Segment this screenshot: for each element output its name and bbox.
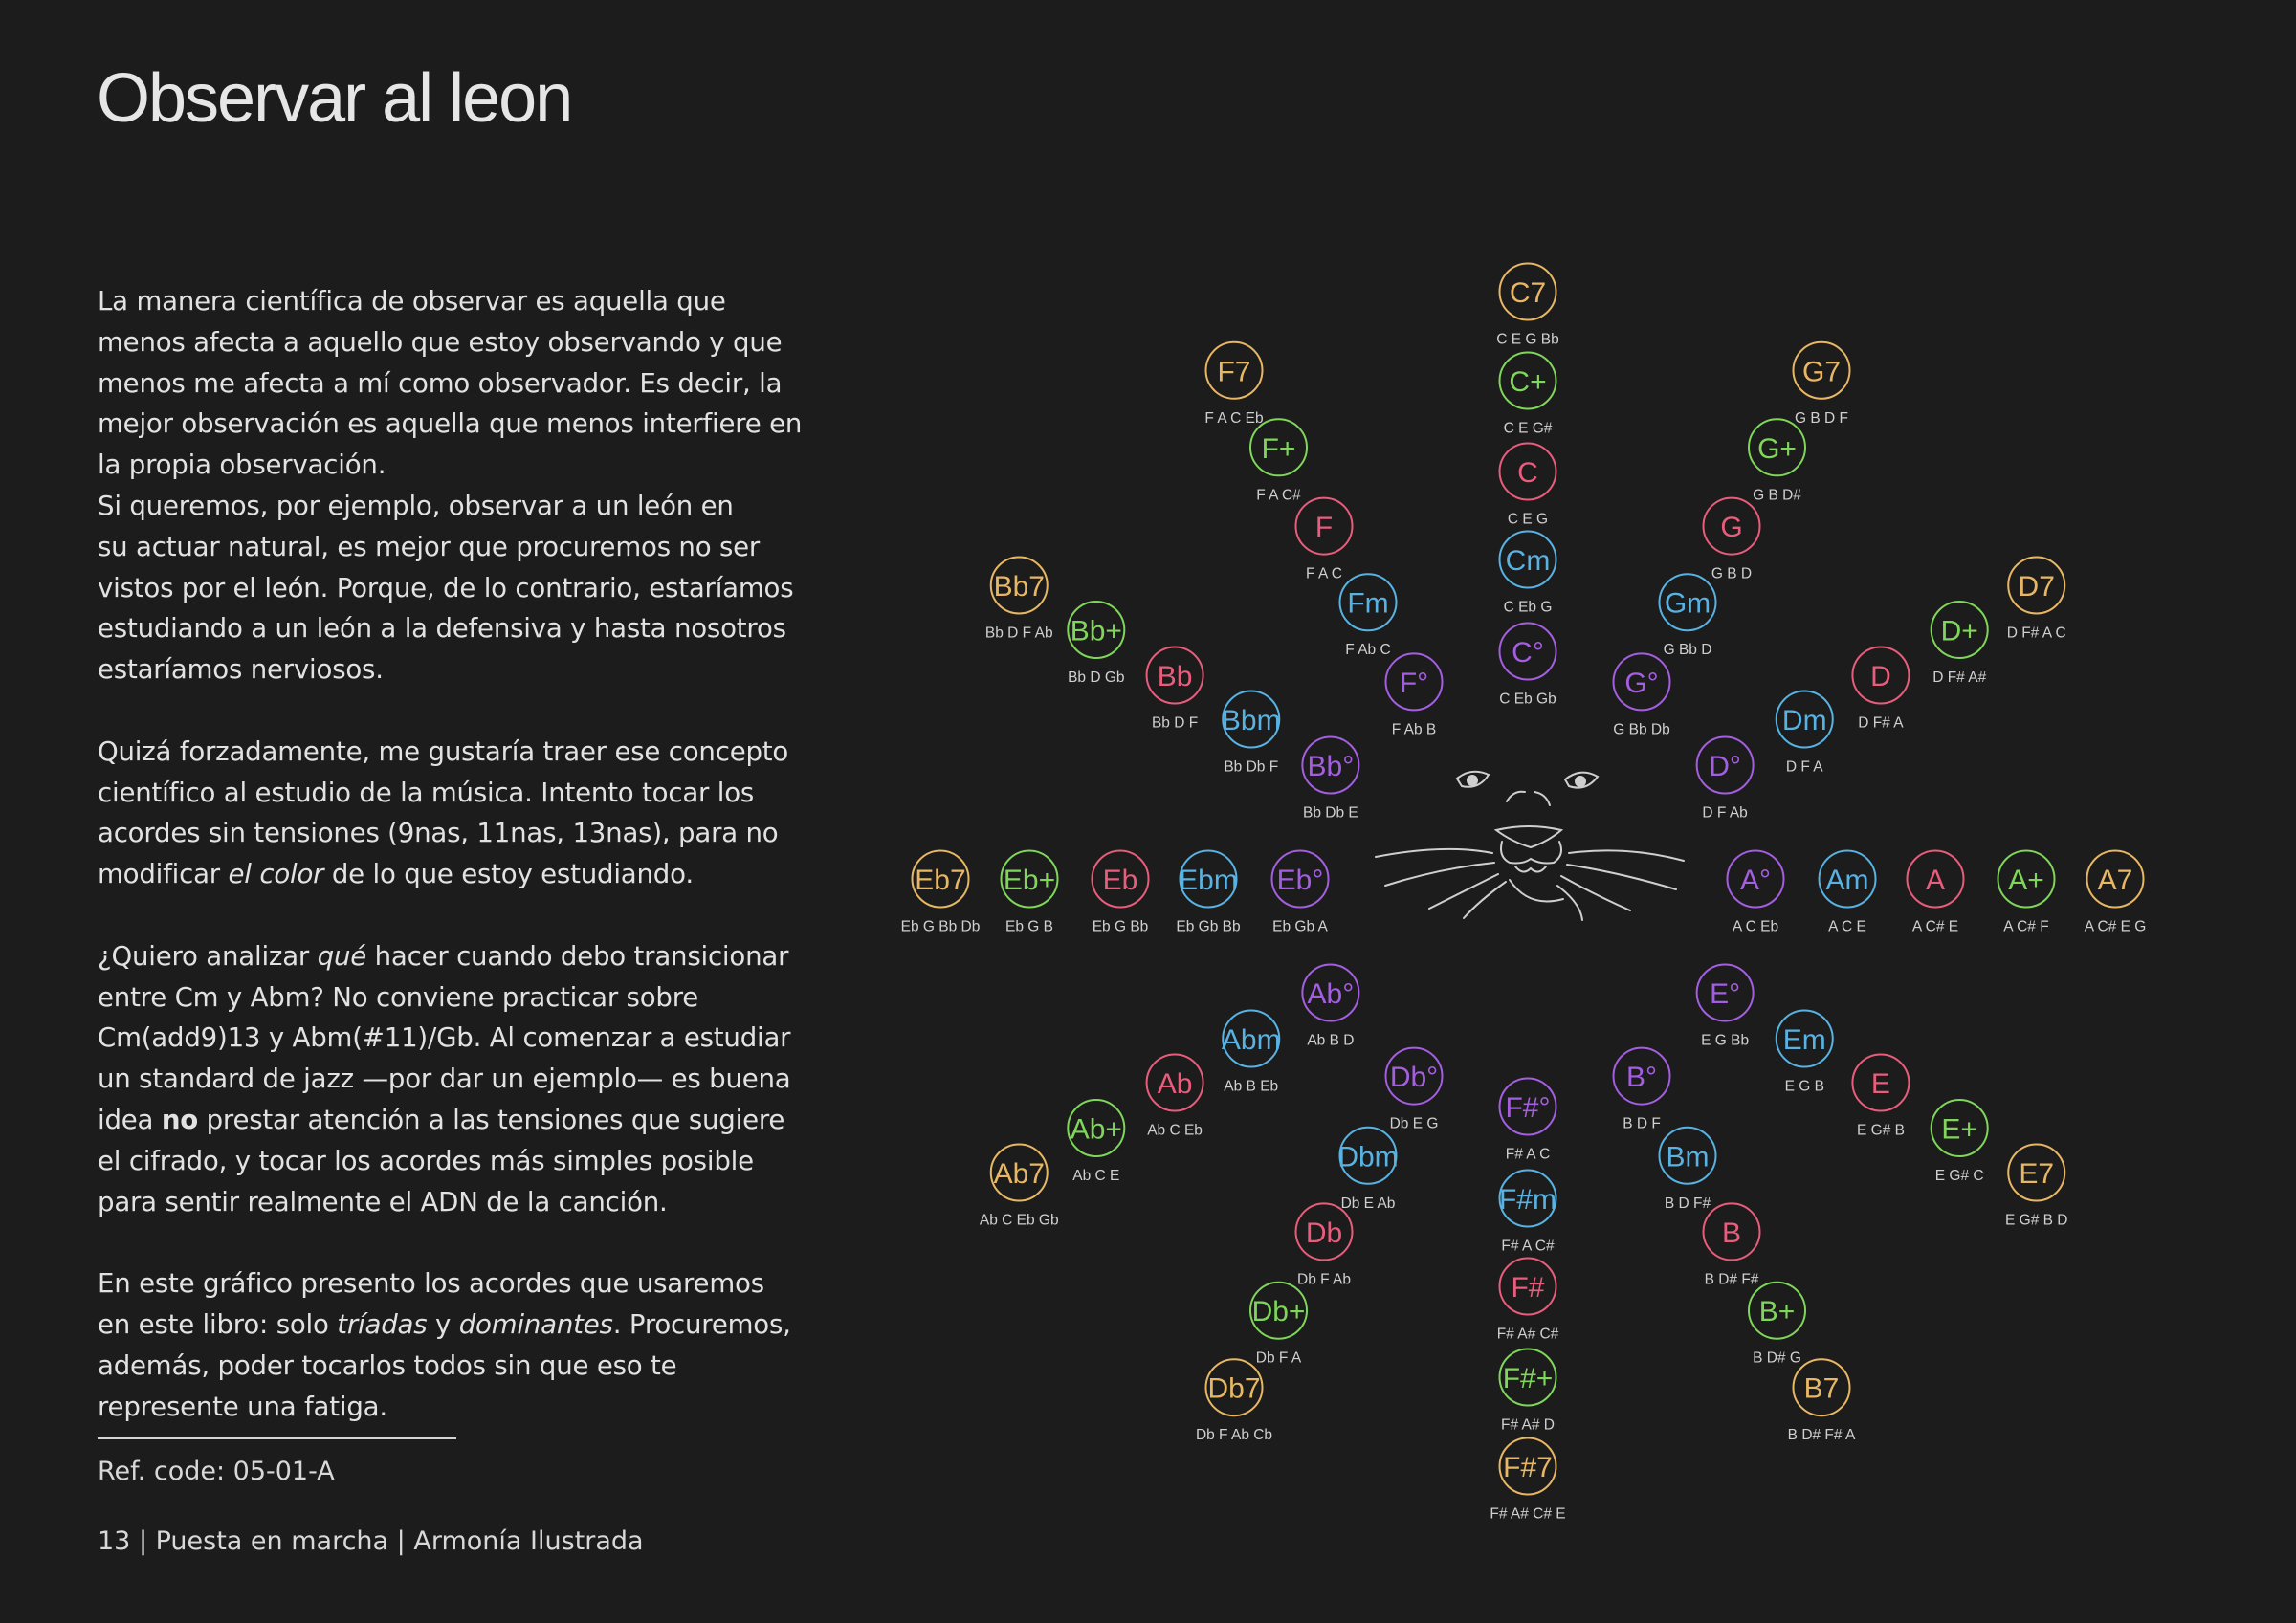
chord-name: F [1314, 512, 1334, 544]
chord-node-fm [1340, 574, 1397, 658]
lion-whisker-left-2 [1385, 863, 1494, 886]
chord-node-d-dim [1697, 737, 1754, 822]
lion-brow-left [1507, 792, 1525, 801]
chord-node-a-aug [1998, 851, 2055, 935]
text-run: vistos por el león. Porque, de lo contrario, estaríamos [98, 571, 794, 603]
text-run: menos me afecta a mí como observador. Es decir, la [98, 366, 783, 399]
chord-name: F# [1511, 1272, 1545, 1304]
chord-notes: A C# E G [2084, 918, 2147, 935]
chord-node-db7 [1196, 1359, 1272, 1443]
chord-notes: Db E G [1389, 1115, 1439, 1132]
chord-node-g [1704, 498, 1760, 582]
lion-muzzle [1501, 842, 1561, 864]
lion-nose [1496, 826, 1561, 847]
chord-name: Ab7 [993, 1158, 1045, 1190]
chord-notes: B D F [1623, 1115, 1661, 1132]
chord-notes: Eb Gb A [1272, 918, 1328, 935]
chord-node-b [1704, 1203, 1760, 1287]
chord-node-cm [1500, 532, 1556, 616]
chord-node-dm [1777, 691, 1833, 776]
chord-name: D+ [1940, 615, 1978, 647]
chord-name: B7 [1803, 1372, 1840, 1405]
chord-node-bb-dim [1302, 737, 1358, 822]
chord-node-e-aug [1932, 1100, 1988, 1184]
chord-name: Ab [1157, 1068, 1193, 1100]
chord-name: Dbm [1337, 1141, 1399, 1173]
text-run: Cm(add9)13 y Abm(#11)/Gb. Al comenzar a estudiar [98, 1021, 791, 1054]
lion-brow-right [1534, 792, 1550, 805]
chord-node-fsharp7 [1490, 1438, 1565, 1523]
chord-node-am [1820, 851, 1876, 935]
text-run: ¿Quiero analizar [98, 939, 318, 972]
chord-name: B° [1625, 1062, 1658, 1094]
chord-notes: Bb D F [1151, 714, 1199, 732]
text-run: Si queremos, por ejemplo, observar a un león en [98, 489, 734, 521]
text-run: el cifrado, y tocar los acordes más simples posible [98, 1144, 754, 1176]
chord-notes: Db F Ab Cb [1195, 1427, 1273, 1444]
chord-name: Bbm [1221, 705, 1281, 736]
chord-notes: D F Ab [1702, 804, 1748, 822]
chord-name: Em [1782, 1024, 1826, 1056]
chord-notes: Eb Gb Bb [1176, 918, 1241, 935]
chord-notes: C Eb Gb [1499, 691, 1556, 708]
chord-name: Abm [1221, 1024, 1281, 1056]
chord-node-c [1500, 444, 1556, 528]
chord-name: Fm [1347, 587, 1389, 620]
emphasis-text: tríadas [337, 1307, 428, 1340]
chord-name: C [1517, 457, 1538, 489]
chord-notes: G Bb D [1663, 642, 1712, 659]
chord-name: G7 [1801, 356, 1842, 388]
chord-notes: Ab C E [1072, 1168, 1120, 1184]
chord-notes: Bb D F Ab [984, 625, 1053, 642]
chord-name: D [1870, 661, 1891, 692]
text-run: Quizá forzadamente, me gustaría traer ese concepto [98, 735, 789, 767]
chord-name: Ebm [1179, 865, 1238, 896]
chord-name: Bb° [1307, 751, 1355, 782]
chord-notes: E G Bb [1701, 1032, 1750, 1049]
chord-notes: F# A# C# [1496, 1326, 1559, 1343]
chord-node-ab [1147, 1055, 1203, 1139]
chord-node-db-aug [1250, 1283, 1307, 1367]
chord-name: Dm [1781, 705, 1827, 736]
chord-name: G [1720, 512, 1743, 544]
chord-notes: Db F Ab [1297, 1271, 1351, 1288]
lion-whisker-right-3 [1561, 876, 1630, 910]
chord-notes: Eb G Bb Db [900, 918, 981, 935]
chord-node-e [1852, 1055, 1909, 1139]
chord-name: F+ [1261, 432, 1296, 465]
chord-node-d-aug [1932, 602, 1988, 686]
chord-node-bm [1660, 1128, 1716, 1212]
chord-name: F#7 [1503, 1452, 1553, 1483]
chord-node-a [1908, 851, 1964, 935]
chord-node-f [1296, 498, 1353, 582]
chord-node-bb [1147, 647, 1203, 732]
text-run: idea [98, 1103, 162, 1135]
chord-name: Cm [1505, 545, 1551, 577]
chord-node-eb-dim [1272, 851, 1329, 935]
chord-notes: F# A C [1505, 1146, 1551, 1163]
chord-notes: E G# C [1934, 1168, 1984, 1184]
text-run: la propia observación. [98, 449, 386, 481]
chord-name: Eb+ [1003, 865, 1056, 896]
chord-node-f-dim [1386, 653, 1443, 737]
chord-name: Gm [1664, 587, 1711, 620]
chord-node-dbm [1337, 1128, 1398, 1212]
chord-name: G+ [1757, 432, 1797, 465]
text-run: en este libro: solo [98, 1307, 338, 1340]
lion-right-pupil [1576, 777, 1585, 786]
chord-name: A7 [2097, 865, 2133, 896]
chord-name: Eb7 [915, 865, 966, 896]
text-run: estudiando a un león a la defensiva y hasta nosotros [98, 612, 786, 645]
text-run: de lo que estoy estudiando. [323, 858, 694, 890]
chord-node-abm [1222, 1011, 1281, 1095]
chord-notes: E G# B [1856, 1122, 1905, 1139]
chord-node-g-dim [1613, 653, 1669, 737]
text-run: y [427, 1307, 459, 1340]
chord-node-em [1777, 1011, 1833, 1095]
chord-notes: Bb Db F [1224, 758, 1279, 776]
chord-name: E+ [1941, 1113, 1977, 1146]
chord-node-ab-dim [1302, 965, 1358, 1049]
lion-whisker-right-2 [1567, 865, 1676, 889]
chord-name: Bm [1666, 1141, 1710, 1173]
chord-notes: G B D F [1795, 409, 1848, 427]
chord-notes: C E G Bb [1496, 331, 1559, 348]
chord-node-ebm [1176, 851, 1240, 935]
chord-node-ab-aug [1068, 1100, 1124, 1184]
bold-text: no [161, 1103, 199, 1135]
chord-notes: B D# G [1753, 1349, 1801, 1367]
chord-notes: Db E Ab [1340, 1195, 1396, 1212]
chord-node-fsharpm [1499, 1171, 1556, 1255]
chord-notes: A C Eb [1732, 918, 1779, 935]
chord-node-eb7 [901, 851, 981, 935]
page-footer: 13 | Puesta en marcha | Armonía Ilustrada [98, 1526, 644, 1556]
chord-name: Ab+ [1070, 1113, 1122, 1146]
text-run: prestar atención a las tensiones que sugiere [198, 1103, 785, 1135]
chord-name: C° [1512, 637, 1544, 669]
chord-notes: D F# A C [2006, 625, 2066, 642]
chord-name: C7 [1509, 277, 1547, 309]
chord-notes: F# A# C# E [1490, 1505, 1566, 1523]
page-title: Observar al leon [97, 60, 572, 137]
chord-name: Bb [1157, 661, 1193, 692]
chord-node-fsharp-aug [1500, 1349, 1556, 1434]
chord-notes: D F A [1785, 758, 1823, 776]
chord-notes: B D# F# A [1787, 1427, 1856, 1444]
lion-face-drawing [1376, 772, 1684, 920]
chord-name: C+ [1509, 366, 1547, 398]
chord-name: Db+ [1251, 1296, 1306, 1328]
chord-notes: Ab B Eb [1224, 1078, 1279, 1095]
chord-name: F#° [1505, 1092, 1551, 1124]
chord-notes: F A C Eb [1204, 409, 1264, 427]
chord-name: E7 [2019, 1158, 2055, 1190]
chord-notes: Ab B D [1307, 1032, 1355, 1049]
lion-whisker-left-3 [1429, 874, 1498, 909]
chord-name: Bb+ [1070, 615, 1122, 647]
text-run: hacer cuando debo transicionar [366, 939, 789, 972]
chord-notes: G B D [1711, 565, 1753, 582]
chord-name: G° [1624, 667, 1659, 699]
chord-notes: E G B [1784, 1078, 1824, 1095]
text-run: estaríamos nerviosos. [98, 653, 384, 686]
chord-node-b7 [1788, 1359, 1856, 1443]
chord-notes: A C E [1828, 918, 1866, 935]
lion-left-pupil [1468, 776, 1477, 785]
chord-name: F#m [1499, 1184, 1556, 1216]
emphasis-text: dominantes [458, 1307, 613, 1340]
chord-notes: Ab C Eb Gb [979, 1212, 1059, 1229]
chord-notes: B D# F# [1704, 1271, 1759, 1288]
text-run: su actuar natural, es mejor que procuremos no ser [98, 530, 761, 562]
chord-notes: G B D# [1753, 487, 1801, 504]
chord-node-a7 [2085, 851, 2147, 935]
chord-notes: D F# A [1858, 714, 1904, 732]
chord-node-e7 [2005, 1145, 2067, 1229]
chord-notes: A C# F [2003, 918, 2049, 935]
chord-name: A° [1739, 865, 1772, 896]
chord-node-db [1296, 1203, 1353, 1287]
chord-node-bbm [1222, 691, 1281, 776]
chord-name: Am [1825, 865, 1869, 896]
chord-notes: Bb Db E [1303, 804, 1358, 822]
text-run: para sentir realmente el ADN de la canción. [98, 1185, 668, 1217]
chord-notes: E G# B D [2005, 1212, 2068, 1229]
chord-notes: C E G [1507, 511, 1549, 528]
chord-name: B+ [1758, 1296, 1796, 1328]
chord-notes: Db F A [1255, 1349, 1302, 1367]
ref-code: Ref. code: 05-01-A [98, 1457, 335, 1486]
chord-name: E [1870, 1068, 1890, 1100]
chord-node-b-dim [1614, 1048, 1670, 1132]
chord-name: Db7 [1207, 1372, 1261, 1405]
text-run: En este gráfico presento los acordes que usaremos [98, 1267, 764, 1300]
text-run: científico al estudio de la música. Intento tocar los [98, 776, 755, 808]
text-run: mejor observación es aquella que menos interfiere en [98, 407, 803, 440]
chord-node-fsharp-dim [1500, 1079, 1556, 1163]
text-run: un standard de jazz —por dar un ejemplo— es buena [98, 1063, 791, 1095]
text-run: modificar [98, 858, 229, 890]
chord-node-b-aug [1749, 1283, 1805, 1367]
chord-notes: F# A# D [1501, 1416, 1555, 1434]
chord-node-c-dim [1499, 624, 1556, 708]
text-run: . Procuremos, [612, 1307, 791, 1340]
lion-chin [1510, 880, 1563, 902]
chord-node-c7 [1496, 264, 1558, 348]
emphasis-text: qué [317, 939, 367, 972]
chord-notes: Eb G B [1005, 918, 1053, 935]
chord-notes: C E G# [1503, 420, 1553, 437]
chord-notes: C Eb G [1503, 599, 1553, 616]
chord-notes: Eb G Bb [1092, 918, 1149, 935]
chord-name: F#+ [1502, 1363, 1554, 1394]
chord-node-c-aug [1500, 353, 1556, 437]
chord-name: B [1721, 1217, 1742, 1249]
chord-node-d7 [2007, 558, 2066, 642]
lion-whisker-left-1 [1376, 849, 1492, 857]
chord-name: D7 [2018, 571, 2055, 603]
chord-name: F° [1399, 667, 1429, 699]
text-run: entre Cm y Abm? No conviene practicar sobre [98, 980, 699, 1013]
chord-name: Bb7 [993, 571, 1045, 603]
chord-name: A [1925, 865, 1946, 896]
chord-name: F7 [1217, 356, 1251, 388]
chord-notes: F Ab C [1345, 642, 1391, 659]
text-run: menos afecta a aquello que estoy observando y que [98, 325, 783, 358]
chord-name: Ab° [1307, 978, 1355, 1010]
chord-notes: F A C# [1256, 487, 1301, 504]
chord-node-bb-aug [1068, 602, 1124, 686]
chord-name: Eb [1102, 865, 1138, 896]
chord-notes: F# A C# [1501, 1238, 1555, 1255]
chord-name: D° [1709, 751, 1741, 782]
chord-node-fsharp [1497, 1259, 1559, 1343]
chord-node-db-dim [1386, 1048, 1443, 1132]
chord-name: Db [1305, 1217, 1343, 1249]
chord-node-ab7 [980, 1145, 1059, 1229]
chord-node-gm [1660, 574, 1716, 658]
text-run: además, poder tocarlos todos sin que eso te [98, 1349, 677, 1381]
chord-notes: Ab C Eb [1147, 1122, 1203, 1139]
chord-notes: F A C [1306, 565, 1342, 582]
chord-notes: Bb D Gb [1068, 669, 1125, 686]
chord-node-d [1852, 647, 1909, 732]
lion-whisker-right-4 [1557, 886, 1582, 920]
lion-mouth [1515, 866, 1546, 872]
chord-notes: B D F# [1664, 1195, 1711, 1212]
chord-node-g-aug [1749, 419, 1805, 503]
chord-name: Eb° [1276, 865, 1324, 896]
chord-notes: G Bb Db [1613, 721, 1670, 738]
chord-node-eb-aug [1002, 851, 1058, 935]
chord-name: A+ [2008, 865, 2044, 896]
chord-node-f-aug [1250, 419, 1307, 503]
chord-notes: F Ab B [1391, 721, 1437, 738]
chord-node-eb [1093, 851, 1149, 935]
chord-notes: D F# A# [1932, 669, 1987, 686]
chord-node-e-dim [1697, 965, 1754, 1049]
chord-node-bb7 [985, 558, 1053, 642]
chord-node-f7 [1204, 342, 1263, 427]
lion-whisker-right-1 [1569, 850, 1684, 861]
text-run: La manera científica de observar es aquella que [98, 285, 726, 317]
chord-node-a-dim [1728, 851, 1784, 935]
chord-node-g7 [1794, 342, 1850, 427]
chord-name: Db° [1389, 1062, 1439, 1094]
text-run: acordes sin tensiones (9nas, 11nas, 13nas), para no [98, 817, 779, 849]
emphasis-text: el color [228, 858, 324, 890]
chord-name: E° [1710, 978, 1741, 1010]
text-run: represente una fatiga. [98, 1390, 387, 1422]
chord-notes: A C# E [1911, 918, 1959, 935]
